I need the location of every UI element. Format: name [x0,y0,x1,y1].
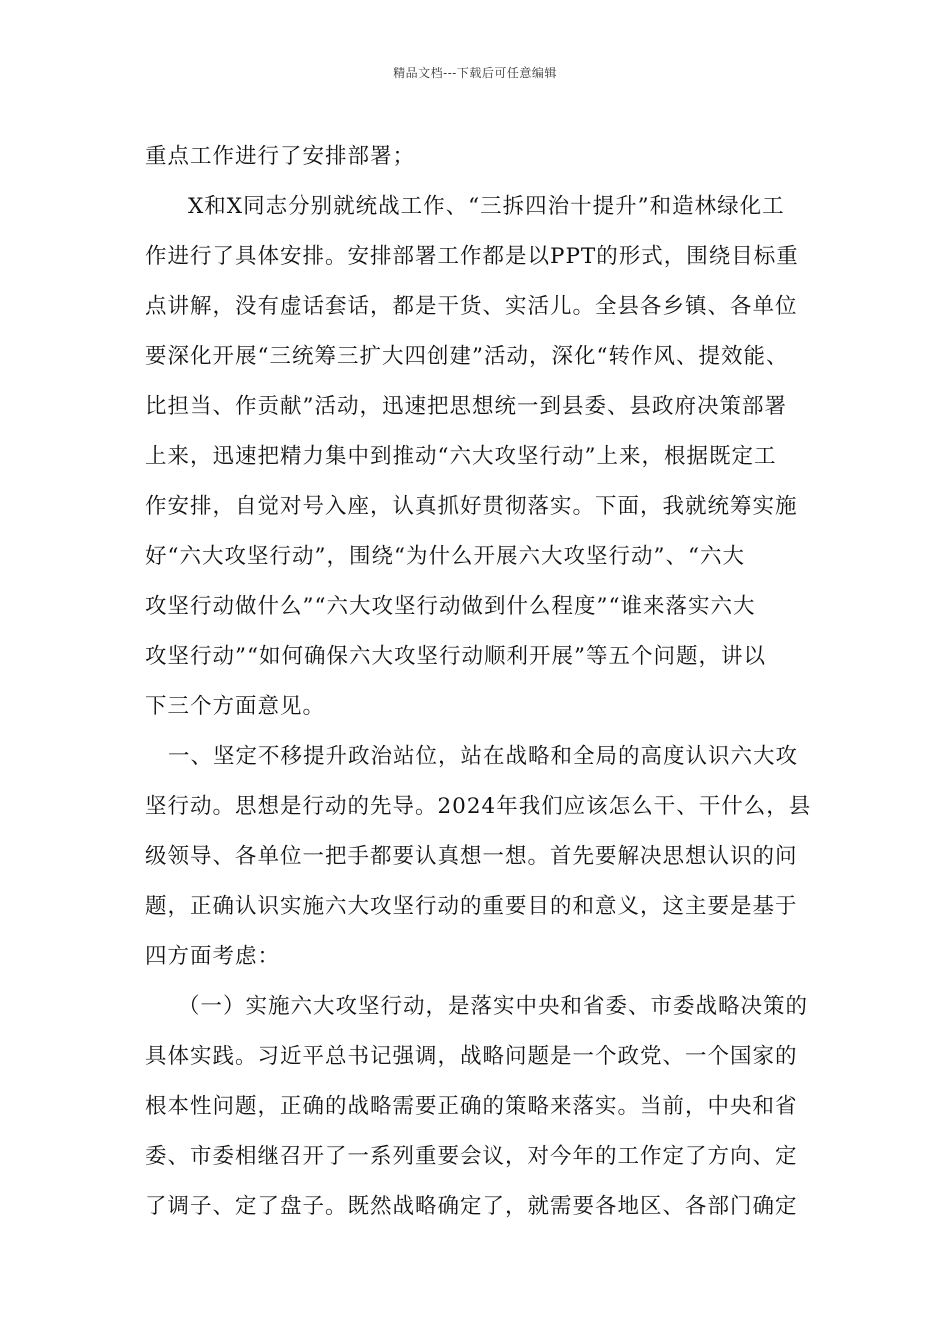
text-line: 攻坚行动做什么”“六大攻坚行动做到什么程度”“谁来落实六大 [145,594,756,619]
text-line: X和X同志分别就统战工作、“三拆四治十提升”和造林绿化工 [188,194,785,219]
text-line: 上来，迅速把精力集中到推动“六大攻坚行动”上来，根据既定工 [145,444,777,469]
text-line: 作安排，自觉对号入座，认真抓好贯彻落实。下面，我就统筹实施 [145,494,798,519]
text-line: 委、市委相继召开了一系列重要会议，对今年的工作定了方向、定 [145,1144,798,1169]
text-line: 坚行动。思想是行动的先导。2024年我们应该怎么干、干什么，县 [145,794,812,819]
text-line: 攻坚行动”“如何确保六大攻坚行动顺利开展”等五个问题，讲以 [145,644,766,669]
text-line: 点讲解，没有虚话套话，都是干货、实活儿。全县各乡镇、各单位 [145,294,798,319]
text-line: 比担当、作贡献”活动，迅速把思想统一到县委、县政府决策部署 [145,394,787,419]
text-line: 作进行了具体安排。安排部署工作都是以PPT的形式，围绕目标重 [145,244,799,269]
text-line: 了调子、定了盘子。既然战略确定了，就需要各地区、各部门确定 [145,1194,798,1219]
text-line: 要深化开展“三统筹三扩大四创建”活动，深化“转作风、提效能、 [145,344,789,369]
text-line: 题，正确认识实施六大攻坚行动的重要目的和意义，这主要是基于 [145,894,798,919]
text-line: 下三个方面意见。 [145,694,326,719]
text-line: 根本性问题，正确的战略需要正确的策略来落实。当前，中央和省 [145,1094,798,1119]
text-line: 具体实践。习近平总书记强调，战略问题是一个政党、一个国家的 [145,1044,798,1069]
page-header: 精品文档---下载后可任意编辑 [393,66,557,80]
subsection-heading: （一）实施六大攻坚行动，是落实中央和省委、市委战略决策的 [178,994,809,1019]
text-line: 四方面考虑： [145,944,281,969]
text-line: 级领导、各单位一把手都要认真想一想。首先要解决思想认识的问 [145,844,798,869]
section-heading: 一、坚定不移提升政治站位，站在战略和全局的高度认识六大攻 [168,744,799,769]
text-line: 重点工作进行了安排部署； [145,144,416,169]
text-line: 好“六大攻坚行动”，围绕“为什么开展六大攻坚行动”、“六大 [145,544,745,569]
